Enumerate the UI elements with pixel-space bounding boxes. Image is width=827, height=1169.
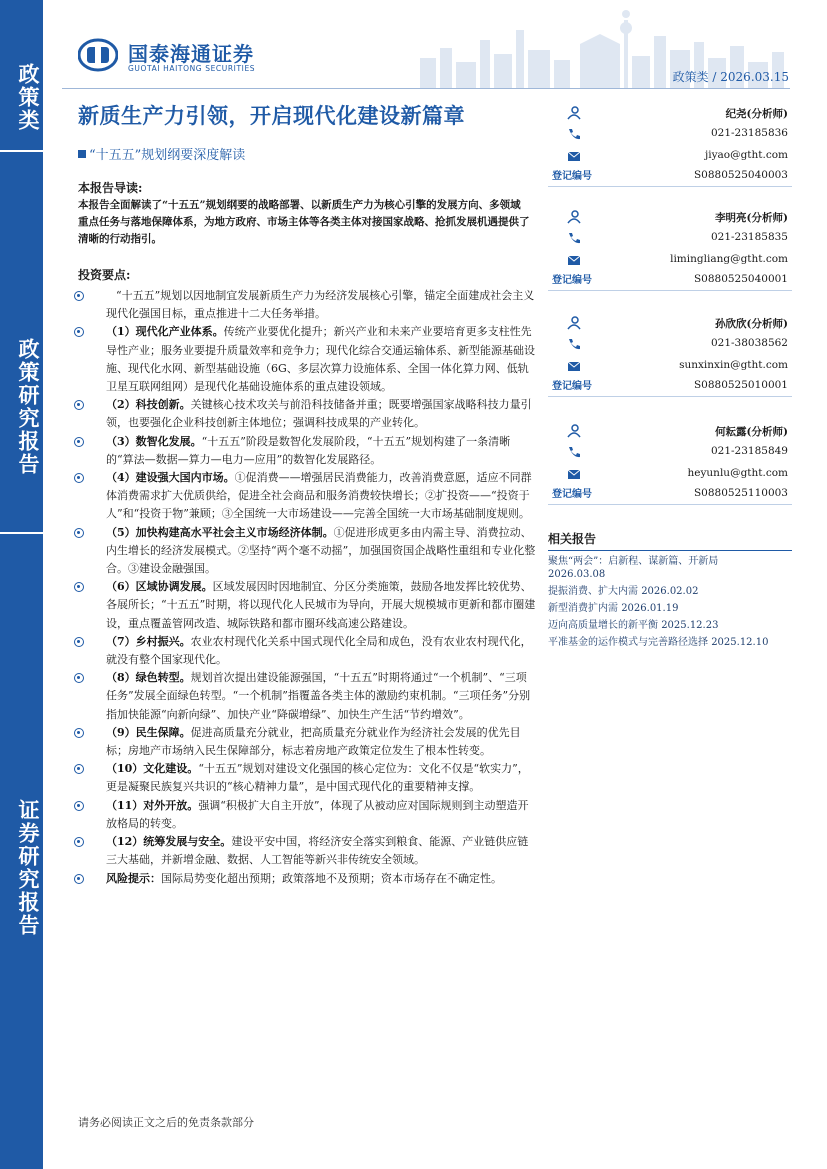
key-point-label: （4）建设强大国内市场。 bbox=[106, 471, 235, 485]
analyst-reg-number: S0880525040001 bbox=[693, 273, 788, 285]
analyst-card bbox=[548, 206, 792, 286]
brand-logo bbox=[78, 36, 288, 76]
analyst-name: 纪尧(分析师) bbox=[725, 108, 788, 120]
key-point-label: （5）加快构建高水平社会主义市场经济体制。 bbox=[106, 525, 334, 539]
related-report-title: 新型消费扩内需 bbox=[548, 603, 618, 614]
key-point-item bbox=[72, 669, 537, 724]
person-icon bbox=[566, 316, 582, 330]
analyst-divider bbox=[548, 396, 792, 397]
analyst-reg-number: S0880525110003 bbox=[693, 487, 788, 499]
key-point-item bbox=[72, 524, 537, 579]
analyst-card bbox=[548, 420, 792, 500]
brand-name-en: GUOTAI HAITONG SECURITIES bbox=[128, 64, 256, 73]
analyst-card bbox=[548, 312, 792, 392]
guide-heading: 本报告导读: bbox=[78, 181, 143, 195]
key-point-item bbox=[72, 578, 537, 633]
brand-logo-icon bbox=[78, 38, 118, 72]
key-point-text: 农业农村现代化关系中国式现代化全局和成色，没有农业农村现代化，就没有整个国家现代化。 bbox=[106, 634, 532, 667]
phone-icon bbox=[566, 445, 582, 459]
analyst-divider bbox=[548, 290, 792, 291]
bullet-icon bbox=[74, 874, 84, 884]
page-subtitle-text: “十五五”规划纲要深度解读 bbox=[89, 148, 246, 163]
related-report-date: 2025.12.10 bbox=[711, 637, 769, 648]
person-icon bbox=[566, 424, 582, 438]
key-point-text: 促进高质量充分就业，把高质量充分就业作为经济社会发展的优先目标；房地产市场纳入民生保障部分，标志着房地产政策定位发生了根本性转变。 bbox=[106, 725, 521, 758]
analyst-email: heyunlu@gtht.com bbox=[687, 467, 788, 479]
analyst-reg-label: 登记编号 bbox=[552, 489, 592, 500]
analyst-divider bbox=[548, 504, 792, 505]
analyst-email: sunxinxin@gtht.com bbox=[679, 359, 788, 371]
related-reports bbox=[548, 530, 792, 649]
bullet-icon bbox=[74, 327, 84, 337]
key-point-text: 传统产业要优化提升；新兴产业和未来产业要培育更多支柱性先导性产业；服务业要提升质量效率和竞争力；现代化综合交通运输体系、新型能源基础设施、现代化水网、新型基础设施（6G、多层次算力设施体系、全国一体化算力网、低轨卫星互联网组网）是现代化基础设施体系的重点建设领域。 bbox=[106, 325, 535, 394]
related-report-title: 迈向高质量增长的新平衡 bbox=[548, 620, 658, 631]
key-point-label: （1）现代化产业体系。 bbox=[106, 325, 224, 339]
related-report-date: 2025.12.23 bbox=[661, 620, 719, 631]
bullet-icon bbox=[74, 291, 84, 301]
key-point-text: ①促进形成更多由内需主导、消费拉动、内生增长的经济发展模式。②坚持“两个毫不动摇”，加强国资国企战略性重组和专业化整合。③建设金融强国。 bbox=[106, 525, 536, 576]
key-point-text: ①促消费——增强居民消费能力，改善消费意愿，适应不同群体消费需求扩大优质供给，促进全社会商品和服务消费较快增长；②扩投资——“投资于人”和“投资于物”兼顾；③全国统一大市场建设——完善全国统一大市场基础制度规则。 bbox=[106, 471, 532, 521]
key-point-label: （8）绿色转型。 bbox=[106, 671, 191, 685]
related-report-title: 聚焦“两会”：启新程、谋新篇、开新局 bbox=[548, 556, 719, 567]
analyst-reg-number: S0880525040003 bbox=[693, 169, 788, 181]
key-point-label: （7）乡村振兴。 bbox=[106, 634, 191, 648]
page-subtitle bbox=[78, 144, 245, 163]
related-report-link[interactable] bbox=[548, 602, 792, 615]
key-point-label: （3）数智化发展。 bbox=[106, 434, 202, 448]
person-icon bbox=[566, 106, 582, 120]
key-points-list bbox=[72, 287, 537, 888]
bullet-icon bbox=[74, 400, 84, 410]
analyst-phone: 021-23185836 bbox=[710, 127, 788, 139]
key-point-item bbox=[72, 833, 537, 869]
analyst-email: limingliang@gtht.com bbox=[670, 253, 788, 265]
risk-text: 国际局势变化超出预期；政策落地不及预期；资本市场存在不确定性。 bbox=[161, 871, 502, 885]
bullet-icon bbox=[74, 637, 84, 647]
analyst-reg-label: 登记编号 bbox=[552, 171, 592, 182]
bullet-icon bbox=[74, 764, 84, 774]
phone-icon bbox=[566, 337, 582, 351]
person-icon bbox=[566, 210, 582, 224]
analyst-phone: 021-38038562 bbox=[710, 337, 788, 349]
key-point-text: “十五五”规划对建设文化强国的核心定位为：文化不仅是“软实力”，更是凝聚民族复兴共识的“核心精神力量”，是中国式现代化的重要精神支撑。 bbox=[106, 762, 529, 794]
email-icon bbox=[566, 359, 582, 373]
guide-text: 本报告全面解读了“十五五”规划纲要的战略部署、以新质生产力为核心引擎的发展方向、多领域重点任务与落地保障体系，为地方政府、市场主体等各类主体对接国家战略、抢抓发展机遇提供了清晰的行动指引。 bbox=[78, 199, 530, 245]
key-point-item bbox=[72, 469, 537, 524]
bullet-icon bbox=[74, 728, 84, 738]
related-report-title: 平准基金的运作模式与完善路径选择 bbox=[548, 637, 708, 648]
subtitle-square-icon bbox=[78, 150, 86, 158]
header-divider bbox=[62, 88, 790, 89]
key-point-text: 规划首次提出建设能源强国，“十五五”时期将通过“一个机制”、“三项任务”发展全面绿色转型。“一个机制”指覆盖各类主体的激励约束机制。“三项任务”分别指加快能源“向新向绿”、加快产业“降碳增绿”、加快生产生活“节约增效”。 bbox=[106, 671, 531, 721]
related-report-link[interactable] bbox=[548, 555, 792, 581]
related-report-date: 2026.03.08 bbox=[548, 569, 606, 580]
key-point-label: （9）民生保障。 bbox=[106, 725, 191, 739]
analyst-reg-number: S0880525010001 bbox=[693, 379, 788, 391]
key-point-item bbox=[72, 433, 537, 469]
bullet-icon bbox=[74, 801, 84, 811]
analyst-phone: 021-23185849 bbox=[710, 445, 788, 457]
analyst-divider bbox=[548, 186, 792, 187]
sidebar-report-type: 政策研究报告 bbox=[0, 152, 43, 532]
key-points-heading: 投资要点: bbox=[78, 268, 131, 282]
bullet-icon bbox=[74, 673, 84, 683]
sidebar-category: 政策类 bbox=[0, 0, 43, 150]
analyst-name: 孙欣欣(分析师) bbox=[715, 318, 788, 330]
page-title: 新质生产力引领，开启现代化建设新篇章 bbox=[78, 104, 465, 128]
key-point-item bbox=[72, 396, 537, 432]
key-point-label: （6）区域协调发展。 bbox=[106, 580, 213, 594]
analyst-card bbox=[548, 102, 792, 182]
key-point-label: （11）对外开放。 bbox=[106, 798, 199, 812]
key-point-item bbox=[72, 760, 537, 796]
sidebar-report-class: 证券研究报告 bbox=[0, 534, 43, 1169]
bullet-icon bbox=[74, 437, 84, 447]
risk-label: 风险提示： bbox=[106, 871, 161, 885]
bullet-icon bbox=[74, 473, 84, 483]
related-report-link[interactable] bbox=[548, 636, 792, 649]
key-point-intro-text: “十五五”规划以因地制宜发展新质生产力为经济发展核心引擎，锚定全面建成社会主义现代化强国目标，重点推进十二大任务举措。 bbox=[106, 289, 535, 321]
key-point-item bbox=[72, 323, 537, 396]
analyst-name: 何耘露(分析师) bbox=[715, 426, 788, 438]
bullet-icon bbox=[74, 528, 84, 538]
bullet-icon bbox=[74, 837, 84, 847]
related-report-link[interactable] bbox=[548, 585, 792, 598]
related-report-date: 2026.01.19 bbox=[621, 603, 679, 614]
key-point-text: “十五五”阶段是数智化发展阶段，“十五五”规划构建了一条清晰的“算法—数据—算力—电力—应用”的数智化发展路径。 bbox=[106, 434, 511, 466]
risk-warning bbox=[72, 870, 537, 888]
key-point-label: （2）科技创新。 bbox=[106, 398, 191, 412]
sidebar bbox=[0, 0, 43, 1169]
key-point-intro bbox=[72, 287, 537, 323]
email-icon bbox=[566, 253, 582, 267]
key-point-item bbox=[72, 724, 537, 760]
key-point-text: 建设平安中国，将经济安全落实到粮食、能源、产业链供应链三大基础，并新增金融、数据、人工智能等新兴非传统安全领域。 bbox=[106, 835, 529, 867]
related-report-title: 提振消费、扩大内需 bbox=[548, 586, 638, 597]
key-point-item bbox=[72, 797, 537, 833]
email-icon bbox=[566, 149, 582, 163]
disclaimer-note: 请务必阅读正文之后的免责条款部分 bbox=[78, 1116, 254, 1129]
key-point-text: 区域发展因时因地制宜、分区分类施策，鼓励各地发挥比较优势、各展所长；“十五五”时期，将以现代化人民城市为导向，开展大规模城市更新和都市圈建设，重点覆盖管网改造、城际铁路和都市圈环线高速公路建设。 bbox=[106, 580, 536, 630]
analyst-phone: 021-23185835 bbox=[710, 231, 788, 243]
analyst-reg-label: 登记编号 bbox=[552, 275, 592, 286]
key-point-item bbox=[72, 633, 537, 669]
key-point-label: （12）统筹发展与安全。 bbox=[106, 835, 232, 849]
brand-name-cn: 国泰海通证券 bbox=[128, 42, 254, 66]
related-report-date: 2026.02.02 bbox=[641, 586, 699, 597]
analyst-email: jiyao@gtht.com bbox=[704, 149, 788, 161]
email-icon bbox=[566, 467, 582, 481]
analyst-name: 李明亮(分析师) bbox=[715, 212, 788, 224]
analyst-reg-label: 登记编号 bbox=[552, 381, 592, 392]
report-category-date: 政策类 / 2026.03.15 bbox=[672, 70, 789, 84]
key-point-text: 关键核心技术攻关与前沿科技储备并重；既要增强国家战略科技力量引领，也要强化企业科技创新主体地位；强调科技成果的产业转化。 bbox=[106, 398, 532, 430]
bullet-icon bbox=[74, 582, 84, 592]
key-point-text: 强调“积极扩大自主开放”，体现了从被动应对国际规则到主动塑造开放格局的转变。 bbox=[106, 798, 529, 830]
key-point-label: （10）文化建设。 bbox=[106, 762, 199, 776]
phone-icon bbox=[566, 127, 582, 141]
related-report-link[interactable] bbox=[548, 619, 792, 632]
related-reports-heading: 相关报告 bbox=[548, 530, 792, 551]
phone-icon bbox=[566, 231, 582, 245]
